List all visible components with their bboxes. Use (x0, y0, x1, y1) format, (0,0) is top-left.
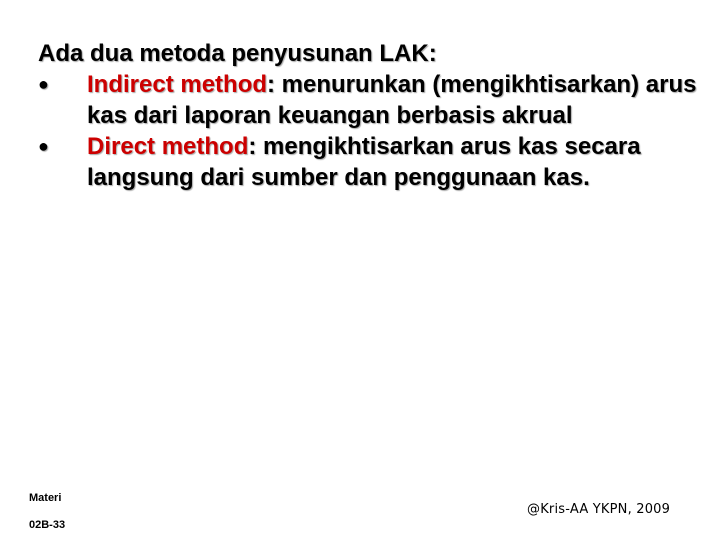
bullet-text: : mengikhtisarkan arus kas secara langsung dari sumber dan penggunaan kas. (87, 133, 641, 191)
bullet-item-direct-method (38, 131, 698, 193)
bullet-dot-icon: ● (38, 74, 49, 94)
bullet-term: Indirect method (87, 71, 268, 98)
footer-credit: @Kris-AA YKPN, 2009 (527, 502, 671, 517)
bullet-list (38, 69, 698, 193)
bullet-term: Direct method (87, 133, 249, 160)
slide-heading: Ada dua metoda penyusunan LAK: (38, 40, 437, 67)
footer-label: Materi (29, 492, 62, 504)
bullet-text: : menurunkan (mengikhtisarkan) arus kas dari laporan keuangan berbasis akrual (87, 71, 697, 129)
bullet-item-indirect-method (38, 69, 698, 131)
bullet-dot-icon: ● (38, 136, 49, 156)
slide-content (38, 38, 698, 193)
slide-code: 02B-33 (29, 519, 66, 531)
